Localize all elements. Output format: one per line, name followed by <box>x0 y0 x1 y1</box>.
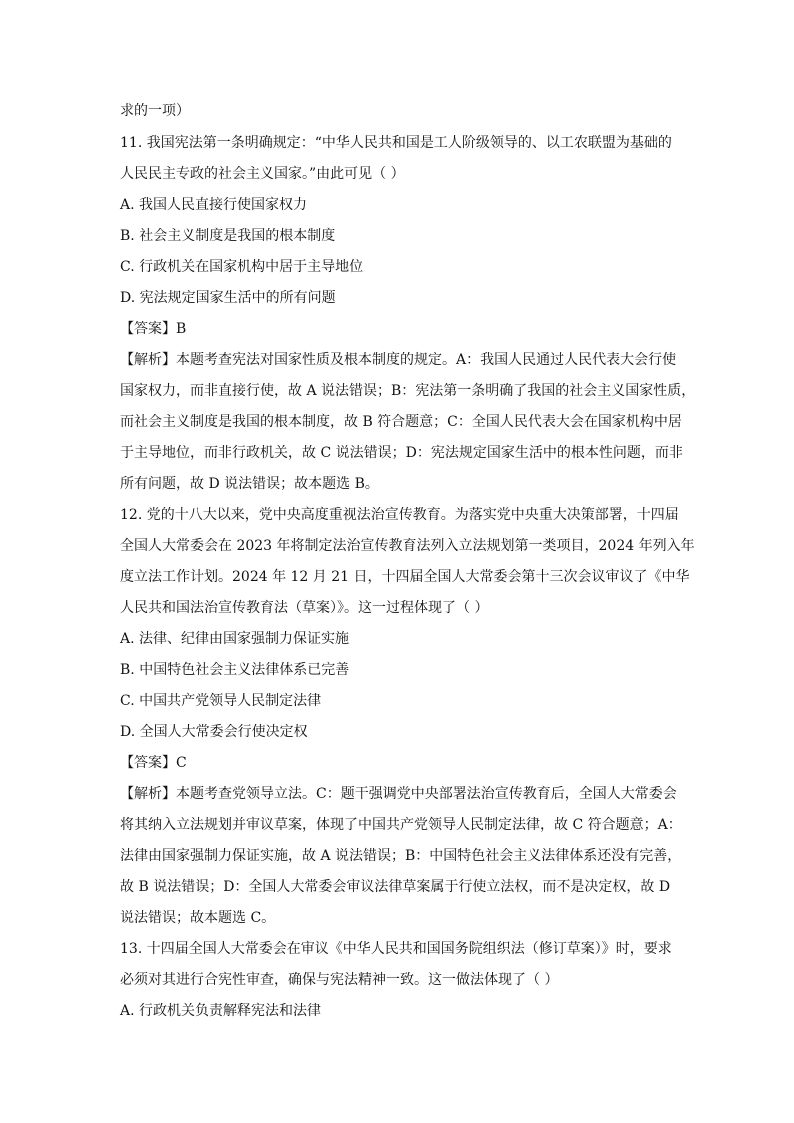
question-11-option-b: B. 社会主义制度是我国的根本制度 <box>120 228 336 244</box>
question-12-line-4: 人民共和国法治宣传教育法（草案）》。这一过程体现了（ ） <box>120 600 489 616</box>
question-13-option-a: A. 行政机关负责解释宪法和法律 <box>120 1003 322 1019</box>
question-11-line-2: 人民民主专政的社会主义国家。”由此可见（ ） <box>120 166 405 182</box>
question-12-analysis-line-2: 将其纳入立法规划并审议草案，体现了中国共产党领导人民制定法律，故 C 符合题意；A： <box>120 817 682 833</box>
question-12-analysis-line-1: 【解析】本题考查党领导立法。C：题干强调党中央部署法治宣传教育后，全国人大常委会 <box>120 786 677 802</box>
question-11-analysis-line-5: 所有问题，故 D 说法错误；故本题选 B。 <box>120 476 379 492</box>
question-12-line-1: 12. 党的十八大以来，党中央高度重视法治宣传教育。为落实党中央重大决策部署，十四届 <box>120 507 679 523</box>
question-12-analysis-line-5: 说法错误；故本题选 C。 <box>120 910 276 926</box>
question-13-line-1: 13. 十四届全国人大常委会在审议《中华人民共和国国务院组织法（修订草案）》时，要求 <box>120 941 672 957</box>
question-12-answer: 【答案】C <box>120 755 187 771</box>
question-11-line-1: 11. 我国宪法第一条明确规定：“中华人民共和国是工人阶级领导的、以工农联盟为基础的 <box>120 135 672 151</box>
question-11-analysis-line-1: 【解析】本题考查宪法对国家性质及根本制度的规定。A：我国人民通过人民代表大会行使 <box>120 352 677 368</box>
question-11-analysis-line-3: 而社会主义制度是我国的根本制度，故 B 符合题意；C：全国人民代表大会在国家机构中居 <box>120 414 682 430</box>
question-11-option-a: A. 我国人民直接行使国家权力 <box>120 197 308 213</box>
question-12-line-3: 度立法工作计划。2024 年 12 月 21 日，十四届全国人大常委会第十三次会议审议了《中华 <box>120 569 690 585</box>
text-line-continuation: 求的一项） <box>120 103 190 119</box>
question-11-option-d: D. 宪法规定国家生活中的所有问题 <box>120 290 336 306</box>
question-12-analysis-line-4: 故 B 说法错误；D：全国人大常委会审议法律草案属于行使立法权，而不是决定权，故 D <box>120 879 671 895</box>
question-12-option-a: A. 法律、纪律由国家强制力保证实施 <box>120 631 350 647</box>
question-11-option-c: C. 行政机关在国家机构中居于主导地位 <box>120 259 364 275</box>
question-11-analysis-line-4: 于主导地位，而非行政机关，故 C 说法错误；D：宪法规定国家生活中的根本性问题，而非 <box>120 445 683 461</box>
question-11-answer: 【答案】B <box>120 321 187 337</box>
question-13-line-2: 必须对其进行合宪性审查，确保与宪法精神一致。这一做法体现了（ ） <box>120 972 559 988</box>
question-11-analysis-line-2: 国家权力，而非直接行使，故 A 说法错误；B：宪法第一条明确了我国的社会主义国家性质， <box>120 383 696 399</box>
question-12-analysis-line-3: 法律由国家强制力保证实施，故 A 说法错误；B：中国特色社会主义法律体系还没有完善， <box>120 848 682 864</box>
question-12-line-2: 全国人大常委会在 2023 年将制定法治宣传教育法列入立法规划第一类项目，2024 年列入年 <box>120 538 695 554</box>
question-12-option-d: D. 全国人大常委会行使决定权 <box>120 724 308 740</box>
question-12-option-c: C. 中国共产党领导人民制定法律 <box>120 693 322 709</box>
question-12-option-b: B. 中国特色社会主义法律体系已完善 <box>120 662 350 678</box>
